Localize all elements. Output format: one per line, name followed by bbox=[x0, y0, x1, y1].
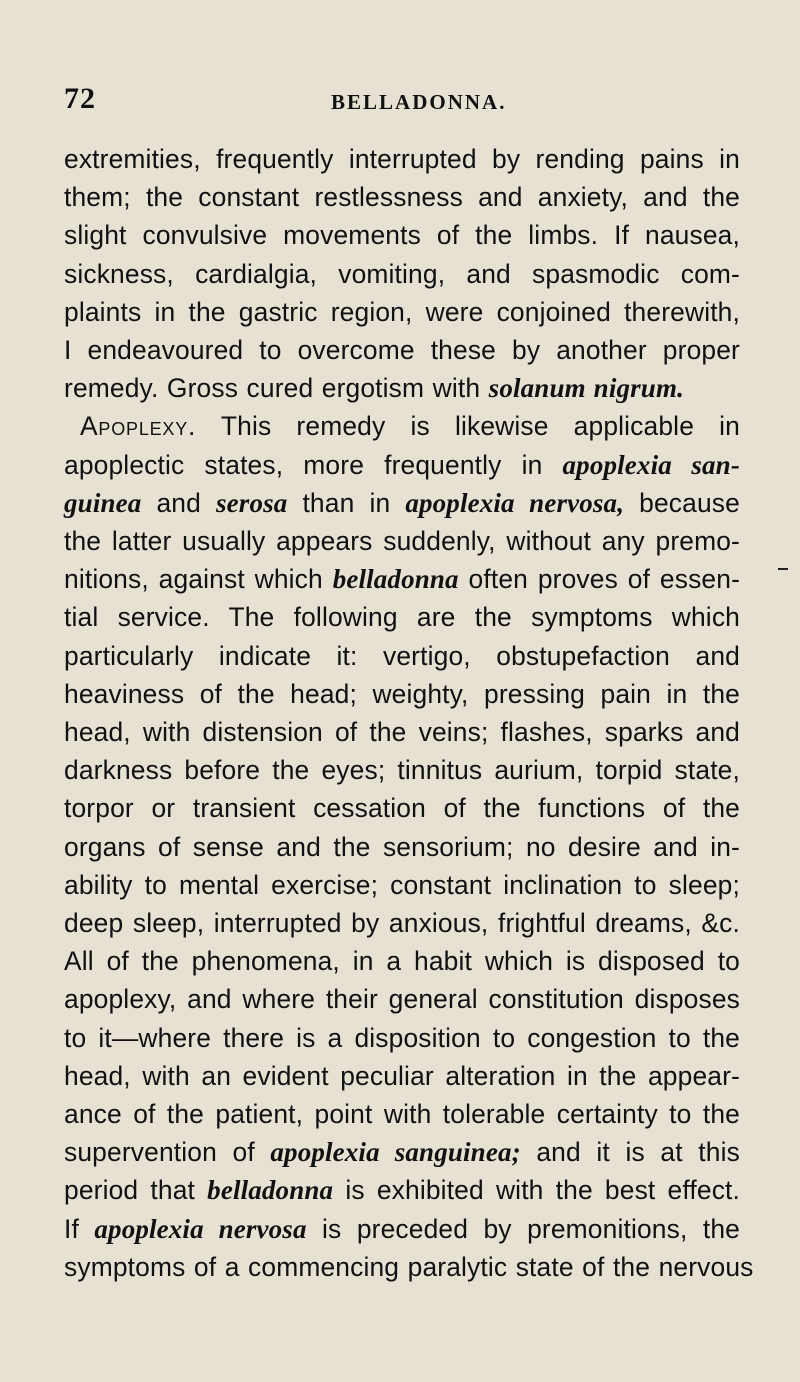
text-run: than in bbox=[287, 487, 406, 518]
text-run: slight convulsive movements of the limbs. If nausea, bbox=[64, 220, 740, 251]
text-line bbox=[64, 140, 740, 178]
text-line bbox=[64, 216, 740, 254]
text-line bbox=[64, 484, 740, 522]
text-run: extremities, frequently interrupted by rending pains in bbox=[64, 144, 740, 174]
text-run: period that bbox=[64, 1175, 208, 1206]
text-run: them; the constant restlessness and anxiety, and the bbox=[64, 182, 740, 213]
text-line bbox=[64, 522, 740, 560]
italic-term: solanum nigrum. bbox=[488, 373, 685, 404]
text-line bbox=[64, 1210, 740, 1248]
body-text bbox=[64, 140, 754, 1286]
text-run: plaints in the gastric region, were conjoined therewith, bbox=[64, 296, 740, 327]
text-run: organs of sense and the sensorium; no desire and in- bbox=[64, 831, 740, 862]
running-title: BELLADONNA. bbox=[331, 90, 507, 114]
italic-term: apoplexia nervosa bbox=[94, 1213, 307, 1244]
text-run: head, with an evident peculiar alteration in the appear- bbox=[64, 1060, 740, 1091]
italic-term: apoplexia nervosa, bbox=[405, 487, 625, 518]
text-run: particularly indicate it: vertigo, obstupefaction and bbox=[64, 640, 740, 671]
text-line bbox=[64, 789, 740, 827]
text-line bbox=[64, 560, 740, 598]
text-line bbox=[64, 446, 740, 484]
text-line bbox=[64, 1133, 740, 1171]
running-head bbox=[64, 82, 736, 122]
italic-term: apoplexia san- bbox=[562, 449, 740, 480]
section-heading: Apoplexy. bbox=[80, 411, 197, 442]
text-line bbox=[64, 598, 740, 636]
text-line bbox=[64, 178, 740, 216]
text-line bbox=[64, 1171, 740, 1209]
text-run: ability to mental exercise; constant inclination to sleep; bbox=[64, 869, 740, 900]
text-line bbox=[64, 828, 740, 866]
text-line bbox=[64, 713, 740, 751]
text-run: torpor or transient cessation of the functions of the bbox=[64, 793, 740, 824]
text-run: remedy. Gross cured ergotism with bbox=[64, 373, 489, 404]
text-run: heaviness of the head; weighty, pressing pain in the bbox=[64, 678, 740, 709]
text-line bbox=[64, 1019, 740, 1057]
text-line bbox=[64, 675, 740, 713]
text-run: All of the phenomena, in a habit which is disposed to bbox=[64, 946, 740, 977]
text-line bbox=[64, 980, 740, 1018]
text-line bbox=[64, 255, 740, 293]
text-run: often proves of essen- bbox=[458, 564, 741, 595]
text-run: ance of the patient, point with tolerable certainty to the bbox=[64, 1099, 740, 1130]
text-run: symptoms of a commencing paralytic state of the nervous bbox=[64, 1251, 754, 1282]
text-run: I endeavoured to overcome these by another proper bbox=[64, 335, 740, 366]
text-run: to it—where there is a disposition to congestion to the bbox=[64, 1022, 740, 1053]
text-run: the latter usually appears suddenly, without any premo- bbox=[64, 526, 740, 557]
text-line bbox=[64, 1248, 754, 1286]
text-run: If bbox=[64, 1213, 95, 1244]
text-run: tial service. The following are the symptoms which bbox=[64, 602, 740, 633]
italic-term: guinea bbox=[64, 487, 142, 518]
text-line bbox=[64, 942, 740, 980]
text-line bbox=[64, 331, 740, 369]
text-line bbox=[64, 637, 740, 675]
italic-term: serosa bbox=[216, 487, 288, 518]
text-run: apoplectic states, more frequently in bbox=[64, 449, 563, 480]
text-run: and it is at this bbox=[520, 1137, 740, 1168]
text-run: is preceded by premonitions, the bbox=[306, 1213, 740, 1244]
text-run: because bbox=[624, 487, 740, 518]
page-number: 72 bbox=[64, 82, 96, 115]
text-run: head, with distension of the veins; flashes, sparks and bbox=[64, 717, 740, 748]
text-run: is exhibited with the best effect. bbox=[333, 1175, 741, 1206]
margin-mark bbox=[778, 568, 788, 570]
text-run: nitions, against which bbox=[64, 564, 333, 595]
italic-term: belladonna bbox=[332, 564, 459, 595]
text-line bbox=[64, 904, 740, 942]
italic-term: belladonna bbox=[207, 1175, 334, 1206]
text-line bbox=[64, 293, 740, 331]
text-run: apoplexy, and where their general constitution disposes bbox=[64, 984, 740, 1015]
text-line bbox=[64, 369, 740, 407]
text-run: This remedy is likewise applicable in bbox=[196, 411, 740, 442]
text-run: sickness, cardialgia, vomiting, and spasmodic com- bbox=[64, 258, 740, 289]
text-run: darkness before the eyes; tinnitus aurium, torpid state, bbox=[64, 755, 740, 786]
text-line bbox=[64, 1095, 740, 1133]
text-run: deep sleep, interrupted by anxious, frightful dreams, &c. bbox=[64, 908, 740, 939]
text-line bbox=[64, 1057, 740, 1095]
text-line bbox=[64, 407, 740, 445]
italic-term: apoplexia sanguinea; bbox=[270, 1137, 521, 1168]
text-line bbox=[64, 866, 740, 904]
text-line bbox=[64, 751, 740, 789]
text-run: supervention of bbox=[64, 1137, 271, 1168]
text-run: and bbox=[141, 487, 216, 518]
